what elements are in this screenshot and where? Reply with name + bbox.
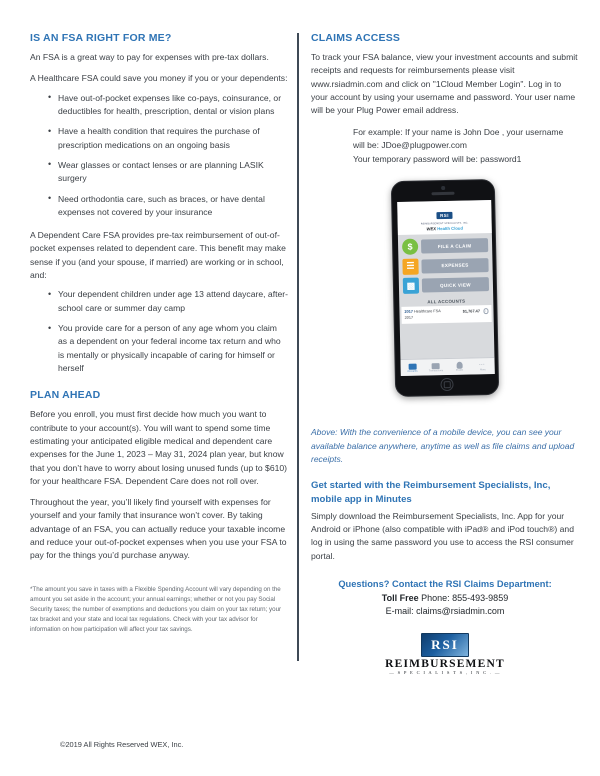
camera-icon — [441, 186, 445, 190]
list-item: • Have out-of-pocket expenses like co-pays, coinsurance, or deductibles for health, prescription, dental or vision plans — [48, 92, 288, 119]
claims-access-heading: CLAIMS ACCESS — [311, 32, 401, 44]
home-button-icon[interactable] — [440, 378, 453, 391]
app-rsi-sublogo: REIMBURSEMENT SPECIALISTS, INC. — [420, 222, 469, 226]
plan-ahead-heading: PLAN AHEAD — [30, 389, 101, 402]
dependent-care-bullet-list — [30, 288, 288, 375]
account-year: 2017 — [404, 310, 413, 315]
login-example-block — [311, 126, 579, 167]
list-item: • Your dependent children under age 13 attend daycare, after-school care or summer day camp — [48, 288, 288, 315]
tab-accounts[interactable] — [400, 360, 424, 376]
tab-label: More — [480, 369, 486, 372]
menu-label: QUICK VIEW — [422, 277, 489, 292]
card-icon — [432, 363, 440, 369]
menu-item-quick-view[interactable] — [403, 276, 489, 294]
chevron-right-icon[interactable]: › — [483, 308, 489, 314]
account-row[interactable] — [401, 305, 491, 324]
menu-item-file-a-claim[interactable] — [402, 237, 488, 255]
tax-savings-footnote: *The amount you save in taxes with a Flexible Spending Account will vary depending on the amount you set aside in the account; your annual earnings; whether or not you pay Social Security taxes; the number of exemptions and deductions you claim on your tax return; your tax bracket and your state and local tax regulations. Check with your tax advisor for information on how participation will affect your tax savings. — [30, 585, 282, 633]
get-started-paragraph: Simply download the Reimbursement Specialists, Inc. App for your Android or iPhone (also compatible with iPad® and iPod touch®) and log in using the same password you use to access the RSI consumer portal. — [311, 510, 574, 561]
list-item: • You provide care for a person of any age whom you claim as a dependent on your federal income tax return and who is mentally or physically incapable of caring for himself or herself — [48, 322, 288, 375]
rsi-logo-badge — [421, 633, 469, 657]
menu-label: EXPENSES — [421, 258, 488, 273]
tab-more[interactable] — [471, 358, 495, 374]
wallet-icon — [408, 363, 416, 369]
bar-chart-icon: ▩ — [403, 278, 419, 294]
account-name: Healthcare FSA — [413, 309, 441, 314]
plan-ahead-paragraph-2: Throughout the year, you’ll likely find yourself with expenses for yourself and your family that insurance won’t cover. By taking advantage of an FSA, you can actually reduce your taxable income and reduce your out-of-pocket expenses when you use your FSA to pay for the things you’d purchase anyway. — [30, 497, 287, 561]
toll-free-label: Toll Free — [381, 592, 419, 603]
list-item: • Need orthodontia care, such as braces, or have dental expenses not covered by your insurance — [48, 193, 288, 220]
get-started-heading: Get started with the Reimbursement Specialists, Inc, mobile app in Minutes — [311, 479, 551, 505]
account-year-secondary: 2017 — [404, 315, 414, 320]
fsa-right-for-me-heading: IS AN FSA RIGHT FOR ME? — [30, 32, 172, 44]
example-password-line: Your temporary password will be: password1 — [353, 153, 522, 164]
healthcare-fsa-bullet-list — [30, 92, 288, 220]
list-icon: ☰ — [402, 258, 418, 274]
tab-label: Profile — [455, 369, 464, 373]
phone-device — [391, 179, 500, 397]
app-tab-bar — [400, 357, 494, 376]
example-username-value: will be: JDoe@plugpower.com — [353, 140, 467, 151]
list-item: • Wear glasses or contact lenses or are planning LASIK surgery — [48, 159, 288, 186]
app-menu — [398, 233, 493, 294]
tab-transactions[interactable] — [424, 359, 448, 375]
rsi-logo-subtitle: — S P E C I A L I S T S , I N C . — — [389, 670, 501, 676]
app-rsi-logo: RSI — [436, 212, 453, 219]
speaker-grill — [431, 192, 454, 195]
contact-phone-number: Phone: 855-493-9859 — [418, 592, 509, 603]
tab-label: Accounts — [407, 370, 418, 373]
dependent-care-paragraph: A Dependent Care FSA provides pre-tax reimbursement of out-of-pocket expenses related to dependent care. This benefit may make sense if you (and your spouse, if married) are working or in school, and: — [30, 230, 286, 281]
all-accounts-label: ALL ACCOUNTS — [427, 298, 466, 305]
contact-phone-line — [311, 592, 579, 606]
app-header — [397, 200, 492, 235]
contact-block — [311, 579, 579, 619]
claims-access-paragraph: To track your FSA balance, view your investment accounts and submit receipts and requests for reimbursements please visit www.rsiadmin.com and click on "1Cloud Member Login". Log in to your account by using your username and password. Your user name will be your Plug Power email address. — [311, 52, 578, 116]
mobile-app-illustration — [311, 180, 579, 420]
column-divider — [297, 33, 299, 661]
dollar-icon: $ — [402, 239, 418, 255]
account-info — [404, 309, 462, 321]
menu-item-expenses[interactable] — [402, 257, 488, 275]
example-username-line: For example: If your name is John Doe , your username — [353, 126, 564, 137]
more-icon: ⋯ — [478, 362, 485, 369]
account-balance: $1,767.47 — [462, 308, 481, 314]
wex-health-cloud-branding — [398, 225, 492, 232]
menu-label: FILE A CLAIM — [421, 238, 488, 253]
healthcare-fsa-paragraph: A Healthcare FSA could save you money if you or your dependents: — [30, 73, 288, 84]
right-column — [311, 32, 579, 675]
fsa-intro-paragraph: An FSA is a great way to pay for expenses with pre-tax dollars. — [30, 52, 269, 62]
phone-image-caption: Above: With the convenience of a mobile device, you can see your available balance anywhere, anytime as well as file claims and upload receipts. — [311, 427, 575, 464]
tab-profile[interactable] — [447, 359, 471, 375]
health-cloud-wordmark: Health Cloud — [437, 225, 464, 232]
rsi-logo-name: REIMBURSEMENT — [385, 657, 505, 670]
person-icon — [456, 362, 462, 369]
wex-wordmark: WEX — [426, 226, 437, 232]
phone-screen — [397, 200, 495, 376]
contact-heading: Questions? Contact the RSI Claims Department: — [338, 578, 552, 589]
rsi-logo — [311, 633, 579, 676]
tab-label: Transactions — [428, 369, 444, 373]
rsi-logo-text: RSI — [431, 636, 459, 652]
copyright-footer: ©2019 All Rights Reserved WEX, Inc. — [60, 740, 184, 749]
left-column — [30, 32, 288, 635]
plan-ahead-paragraph-1: Before you enroll, you must first decide how much you want to contribute to your account(s). You will want to spend some time estimating your anticipated eligible medical and dependent care expenses for the June 1, 2023 – May 31, 2024 plan year, but know that you don’t have to worry about losing unused funds (up to $610) for your healthcare FSA. Dependent Care does not roll over. — [30, 409, 288, 486]
contact-email-line: E-mail: claims@rsiadmin.com — [385, 606, 505, 617]
list-item: • Have a health condition that requires the purchase of prescription medications on an ongoing basis — [48, 125, 288, 152]
